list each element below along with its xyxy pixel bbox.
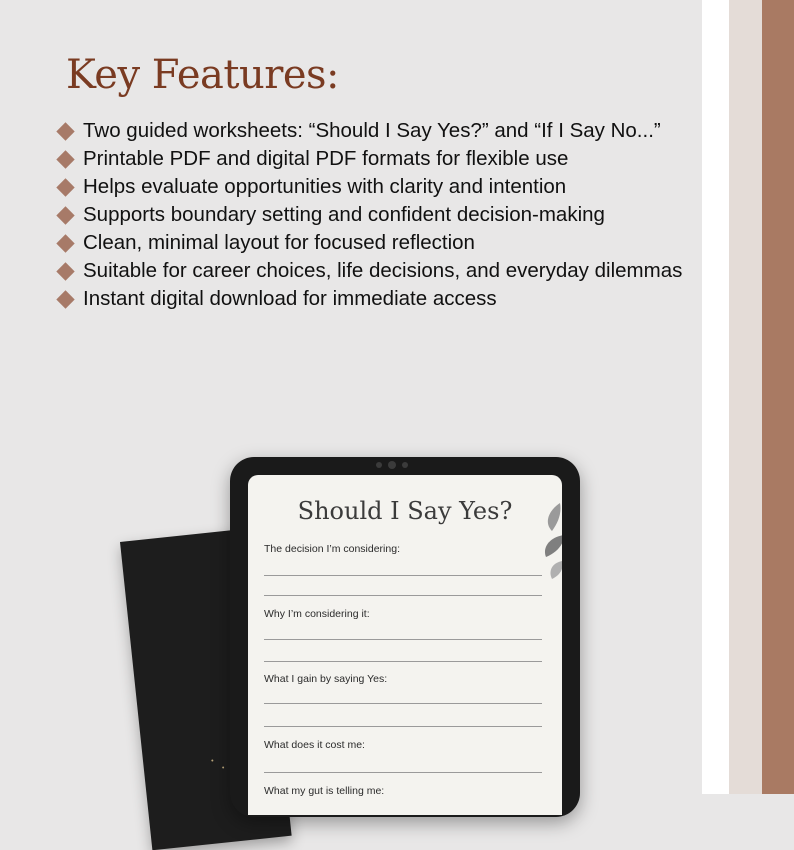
feature-text: Instant digital download for immediate access <box>83 287 497 310</box>
decorative-stripe-brown <box>762 0 794 794</box>
feature-item <box>54 201 694 229</box>
feature-item <box>54 145 694 173</box>
feature-text: Printable PDF and digital PDF formats for flexible use <box>83 147 569 170</box>
decorative-stripe-white <box>702 0 729 794</box>
feature-text: Suitable for career choices, life decisions, and everyday dilemmas <box>83 259 683 282</box>
feature-text: Helps evaluate opportunities with clarity and intention <box>83 175 567 198</box>
tablet-sensor <box>402 462 408 468</box>
tablet-mockup <box>230 457 580 817</box>
answer-line <box>264 726 542 727</box>
diamond-icon <box>56 262 74 280</box>
tablet-camera <box>388 461 396 469</box>
answer-line <box>264 703 542 704</box>
worksheet-question: The decision I’m considering: <box>264 543 400 555</box>
diamond-icon <box>56 206 74 224</box>
worksheet-question: What my gut is telling me: <box>264 785 385 797</box>
worksheet-question: Why I’m considering it: <box>264 608 370 620</box>
worksheet-question: What I gain by saying Yes: <box>264 673 388 685</box>
diamond-icon <box>56 178 74 196</box>
diamond-icon <box>56 234 74 252</box>
page-title: Key Features: <box>66 52 340 98</box>
feature-item <box>54 229 694 257</box>
feature-item <box>54 257 694 285</box>
notebook-sparkle <box>211 759 213 761</box>
features-list <box>54 117 694 313</box>
feature-item <box>54 285 694 313</box>
feature-text: Clean, minimal layout for focused reflection <box>83 231 475 254</box>
answer-line <box>264 639 542 640</box>
tablet-sensor <box>376 462 382 468</box>
feature-item <box>54 117 694 145</box>
decorative-stripe-beige <box>729 0 762 794</box>
worksheet-screen <box>248 475 562 815</box>
answer-line <box>264 575 542 576</box>
diamond-icon <box>56 150 74 168</box>
answer-line <box>264 772 542 773</box>
feature-text: Supports boundary setting and confident decision-making <box>83 203 605 226</box>
feature-item <box>54 173 694 201</box>
feature-text: Two guided worksheets: “Should I Say Yes?” and “If I Say No...” <box>83 119 661 142</box>
answer-line <box>264 595 542 596</box>
worksheet-question: What does it cost me: <box>264 739 365 751</box>
notebook-sparkle <box>222 766 224 768</box>
diamond-icon <box>56 122 74 140</box>
answer-line <box>264 661 542 662</box>
worksheet-title: Should I Say Yes? <box>297 497 513 525</box>
diamond-icon <box>56 290 74 308</box>
